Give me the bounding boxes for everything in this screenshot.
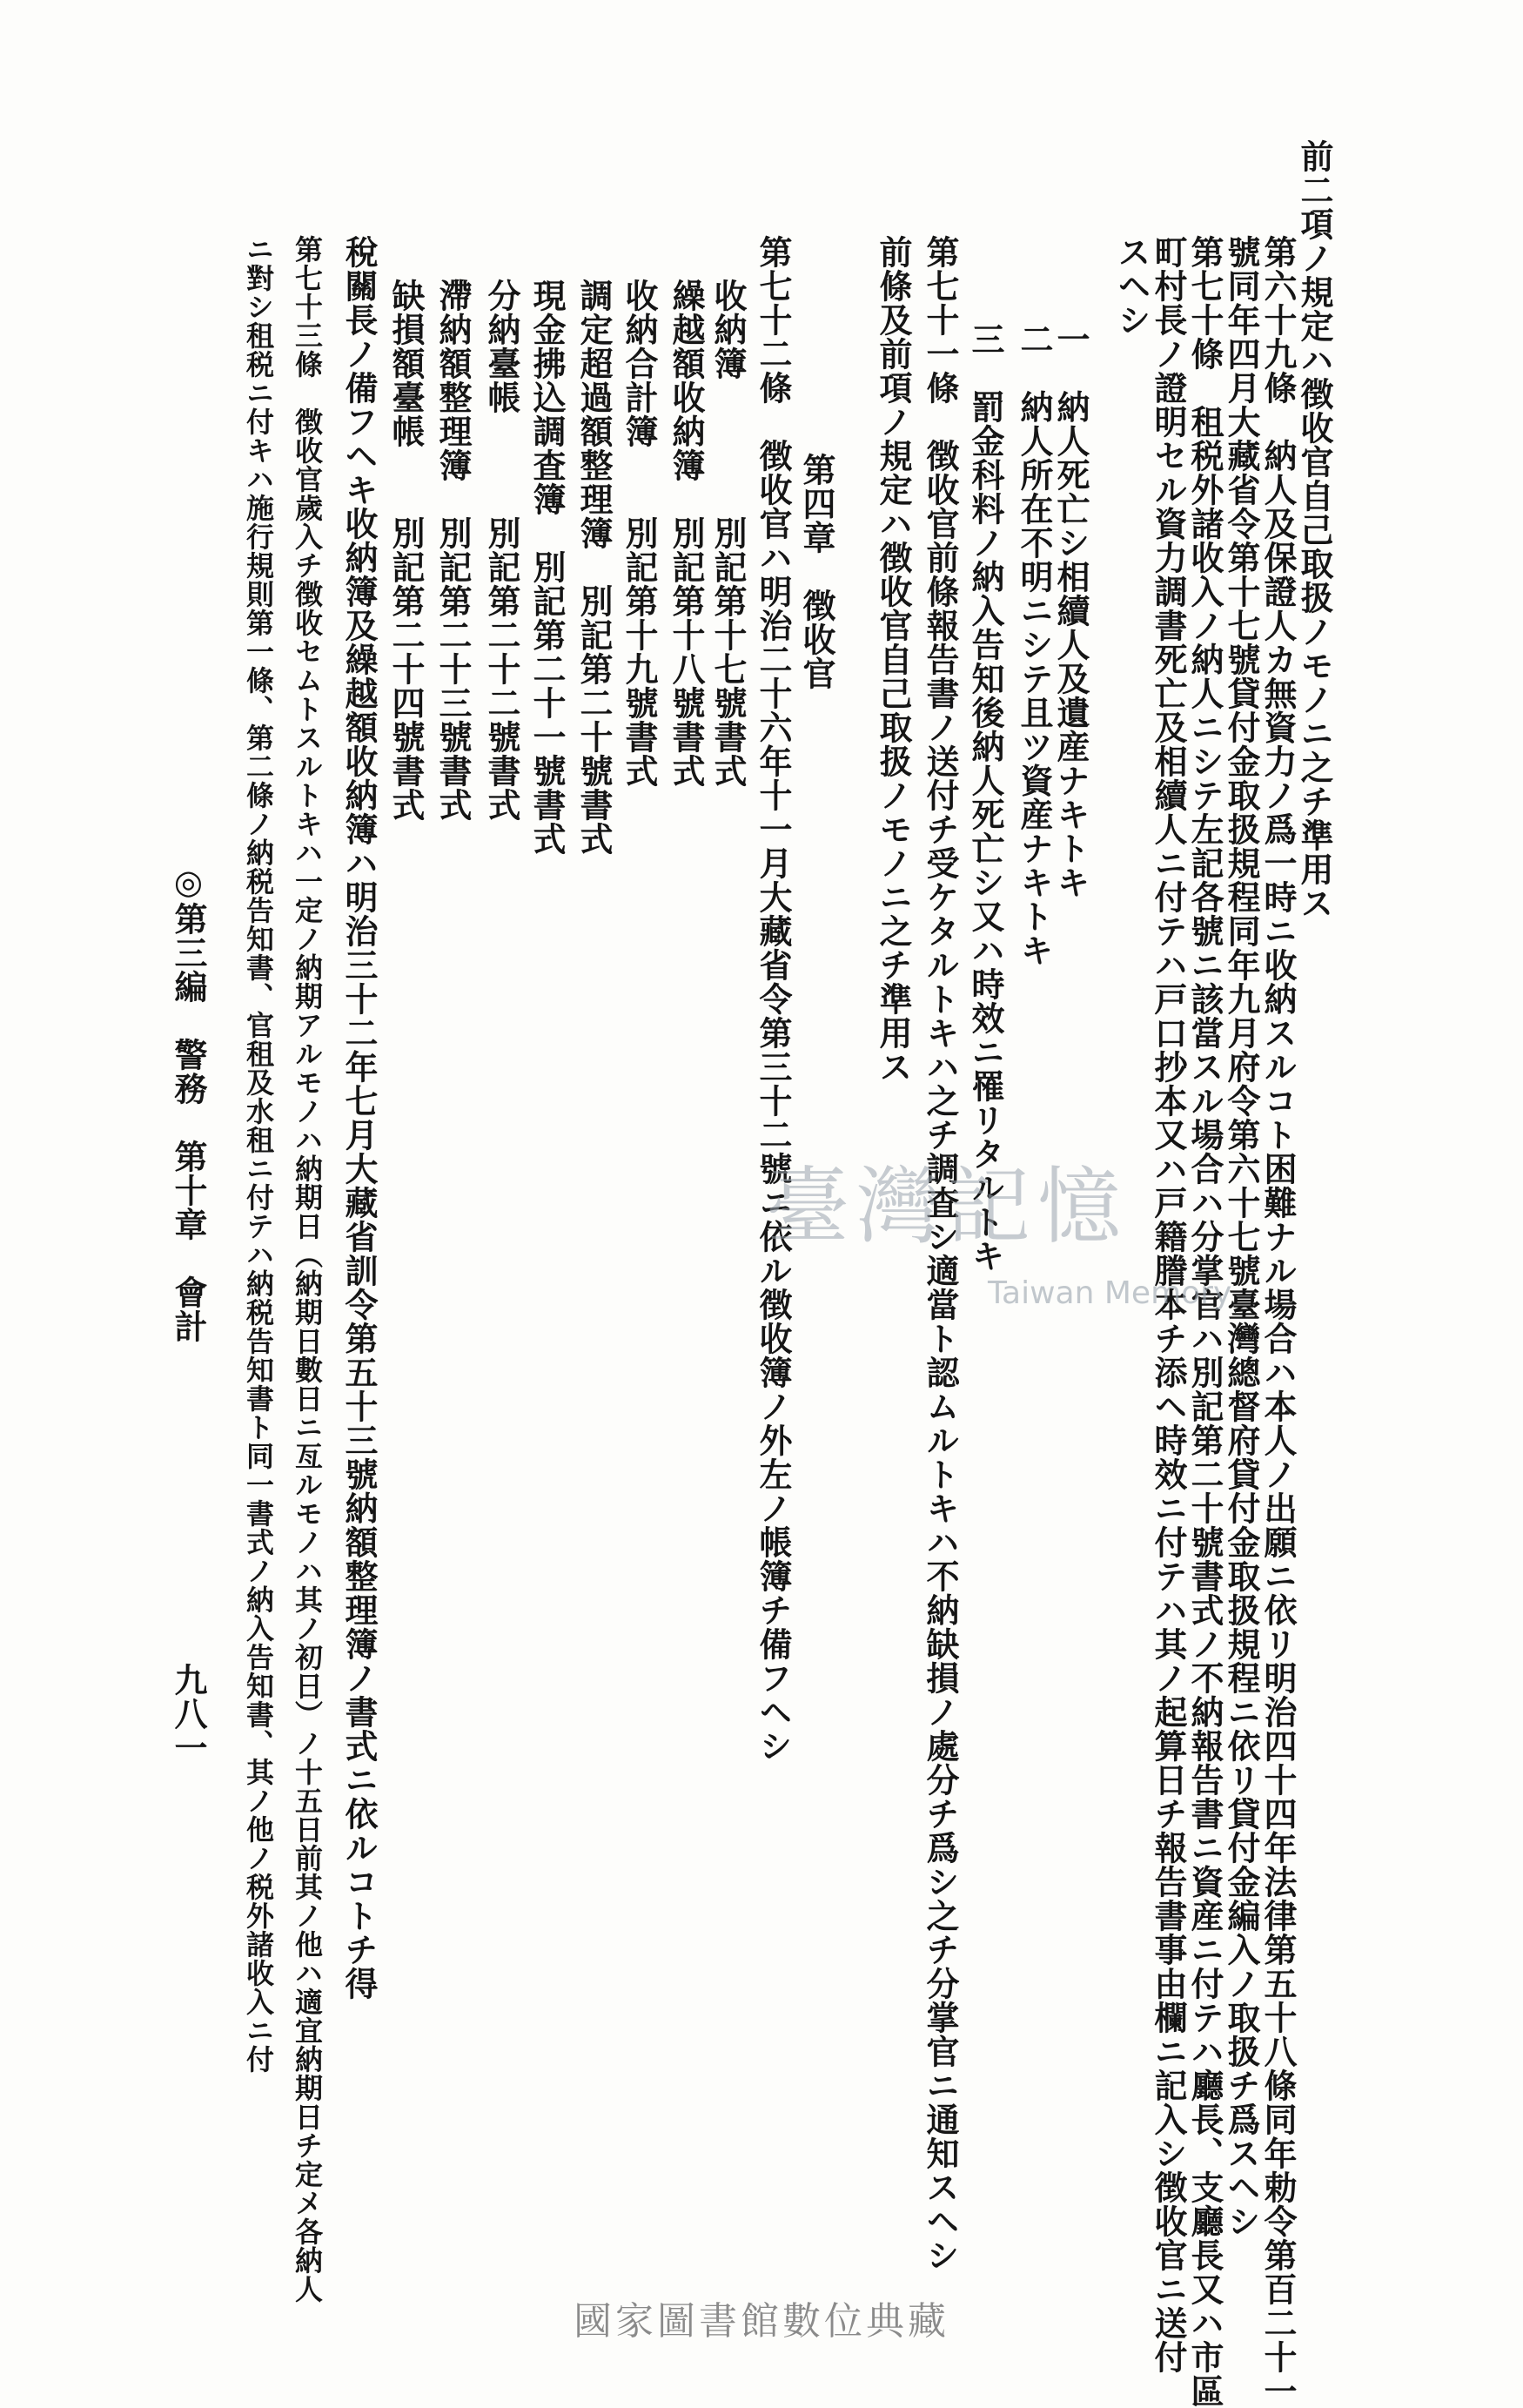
page-number: 九八一 [169, 1663, 208, 1765]
text-column: 稅關長ノ備フヘキ收納簿及繰越額收納簿ハ明治三十二年七月大藏省訓令第五十三號納額整理簿ノ書式ニ依ルコトチ得 [339, 235, 379, 2001]
text-column: 前二項ノ規定ハ徴收官自己取扱ノモノニ之チ準用ス [1295, 139, 1334, 920]
ledger-item: 收納簿 別記第十七號書式 [708, 279, 748, 788]
ledger-item: 繰越額收納簿 別記第十八號書式 [667, 279, 706, 788]
running-header: ◎第三編 警務 第十章 會計 [169, 862, 208, 1343]
ledger-item: 缺損額臺帳 別記第二十四號書式 [386, 279, 426, 822]
ledger-item: 調定超過額整理簿 別記第二十號書式 [574, 279, 614, 856]
ledger-item: 滯納額整理簿 別記第二十三號書式 [433, 279, 473, 822]
watermark-subtitle: Taiwan Memory [988, 1275, 1232, 1311]
watermark-logo: 臺灣記憶 [766, 1158, 1128, 1255]
chapter-heading: 第四章 徴收官 [797, 453, 836, 690]
text-column: 一 納人死亡シ相續人及遺産ナキトキ [1051, 322, 1090, 899]
text-column: 第七十一條 徴收官前條報告書ノ送付チ受ケタルトキハ之チ調査シ適當ト認ムルトキハ不納缺損ノ處分チ爲シ之チ分掌官ニ通知スヘシ [921, 235, 960, 2272]
text-column: 三 罰金科料ノ納入告知後納人死亡シ又ハ時效ニ罹リタルトキ [966, 322, 1005, 1273]
text-column: 二 納人所在不明ニシテ且ツ資産ナキトキ [1015, 322, 1054, 967]
text-column: 第七十二條 徴收官ハ明治二十六年十一月大藏省令第三十二號ニ依ル徴收簿ノ外左ノ帳簿チ備フヘシ [754, 235, 793, 1763]
text-column: 第七十三條 徴收官歲入チ徴收セムトスルトキハ一定ノ納期アルモノハ納期日（納期日數日ニ亙ルモノハ其ノ初日）ノ十五日前其ノ他ハ適宜納期日チ定メ各納人 [291, 235, 324, 2304]
text-column: スヘシ [1112, 235, 1151, 337]
text-column: 町村長ノ證明セル資力調書死亡及相續人ニ付テハ戸口抄本又ハ戸籍謄本チ添ヘ時效ニ付テハ其ノ起算日チ報告書事由欄ニ記入シ徴收官ニ送付 [1149, 235, 1188, 2374]
text-column: 前條及前項ノ規定ハ徴收官自己取扱ノモノニ之チ準用ス [874, 235, 913, 1084]
text-column: 第六十九條 納人及保證人カ無資力ノ爲一時ニ收納スルコト困難ナル場合ハ本人ノ出願ニ依リ明治四十四年法律第五十八條同年勅令第百二十一 [1258, 235, 1298, 2408]
ledger-item: 收納合計簿 別記第十九號書式 [620, 279, 659, 788]
text-column: ニ對シ租税ニ付キハ施行規則第一條、第二條ノ納税告知書、官租及水租ニ付テハ納税告知書ト同一書式ノ納入告知書、其ノ他ノ税外諸收入ニ付 [242, 235, 275, 2074]
text-column: 第七十條 租税外諸收入ノ納人ニシテ左記各號ニ該當スル場合ハ分掌官ハ別記第二十號書式ノ不納報告書ニ資産ニ付テハ廳長、支廳長又ハ市區 [1185, 235, 1224, 2408]
ledger-item: 現金拂込調査簿 別記第二十一號書式 [527, 279, 567, 856]
ledger-item: 分納臺帳 別記第二十二號書式 [482, 279, 521, 822]
footer-credit: 國家圖書館數位典藏 [574, 2299, 949, 2344]
text-column: 號同年四月大藏省令第十七號貸付金取扱規程同年九月府令第六十七號臺灣總督府貸付金取扱規程ニ依リ貸付金編入ノ取扱チ爲スヘシ [1222, 235, 1261, 2238]
